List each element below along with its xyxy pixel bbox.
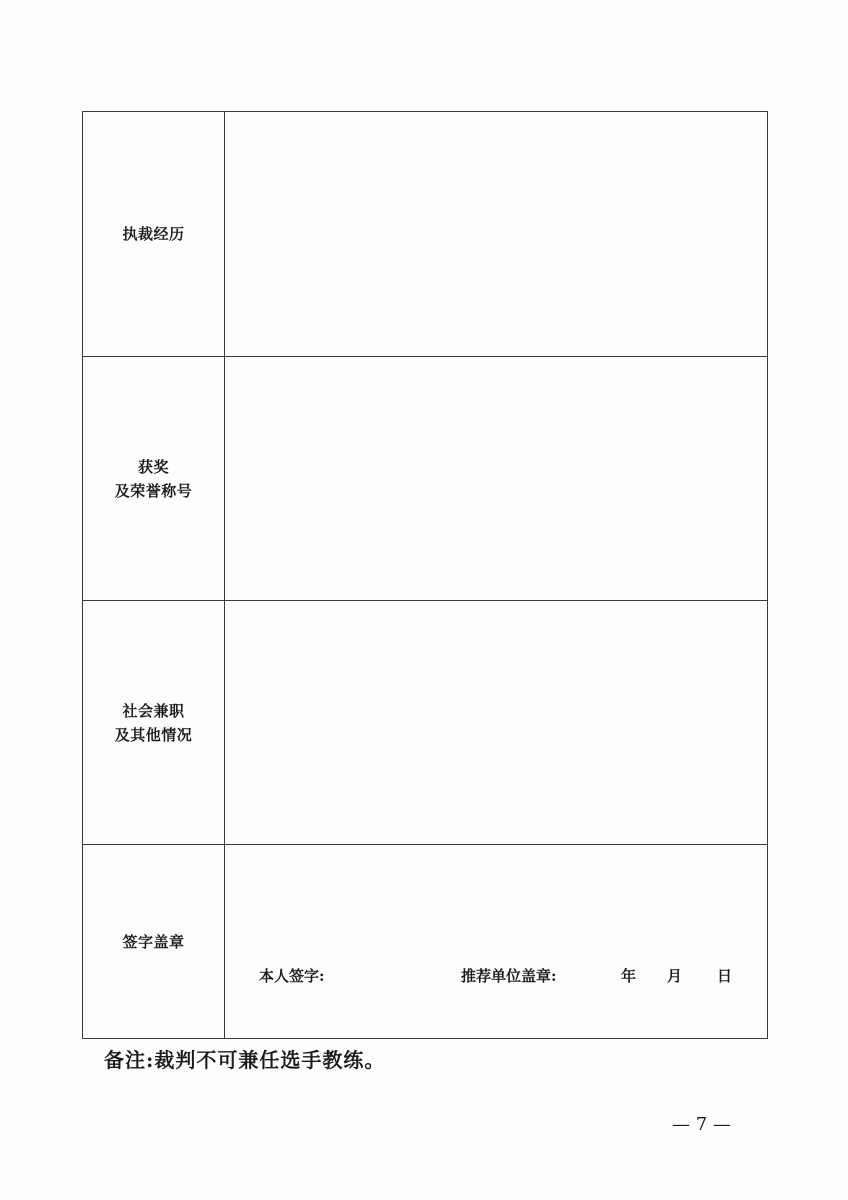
form-row-signature-seal: [83, 845, 767, 1038]
signature-seal-content: [225, 845, 767, 1038]
self-signature-label: 本人签字:: [259, 967, 325, 985]
date-month-label: 月: [667, 967, 683, 985]
row-label-signature-seal: 签字盖章: [122, 932, 185, 951]
officiating-experience-content: [225, 112, 767, 356]
date-year-label: 年: [621, 967, 637, 985]
remark-note: 备注:裁判不可兼任选手教练。: [104, 1048, 386, 1072]
social-positions-content: [225, 601, 767, 844]
row-label-cell: [83, 112, 225, 356]
row-label-social-positions: 社会兼职: [122, 701, 185, 720]
row-label-cell: [83, 845, 225, 1038]
registration-form-table: [82, 111, 768, 1039]
row-label-awards: 获奖: [137, 457, 169, 476]
row-label-cell: [83, 357, 225, 600]
date-day-label: 日: [717, 967, 733, 985]
row-label-other-info: 及其他情况: [114, 725, 193, 744]
form-row-officiating-experience: [83, 112, 767, 357]
page-number: — 7 —: [672, 1114, 731, 1135]
row-label-officiating-experience: 执裁经历: [122, 225, 185, 243]
form-row-awards-honors: [83, 357, 767, 601]
awards-honors-content: [225, 357, 767, 600]
form-row-social-positions: [83, 601, 767, 845]
unit-seal-label: 推荐单位盖章:: [461, 967, 557, 985]
row-label-honors: 及荣誉称号: [114, 481, 193, 500]
row-label-cell: [83, 601, 225, 844]
